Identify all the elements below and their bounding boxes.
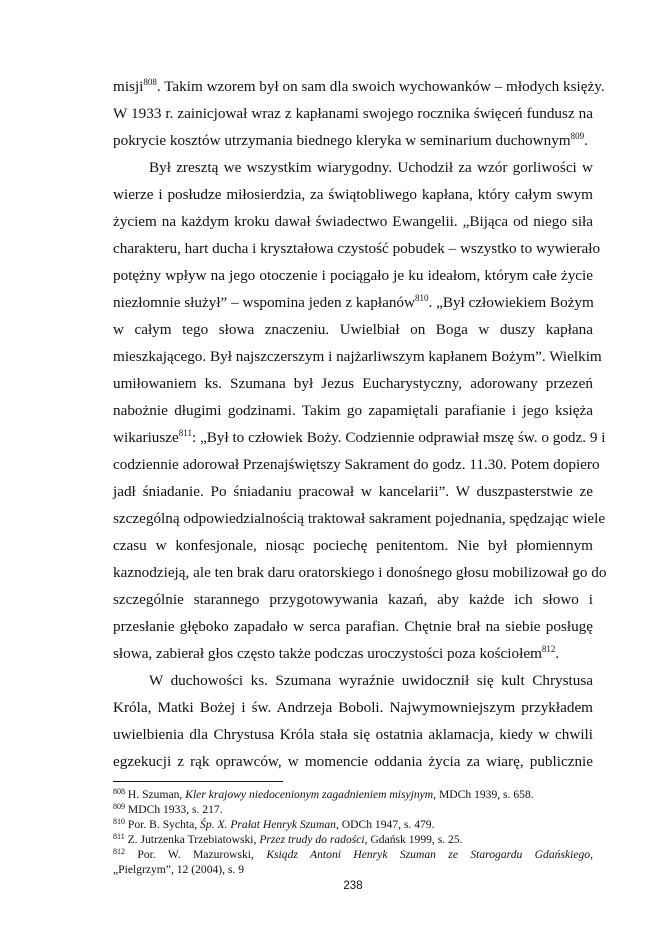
text-line: szczególną odpowiedzialnością traktował sakrament pojednania, spędzając wiele: [113, 510, 606, 527]
text-line: przesłanie głęboko zapadało w serca parafian. Chętnie brał na siebie posługę: [113, 618, 593, 635]
text-line: uwielbienia dla Chrystusa Króla stała się ostatnia aklamacja, kiedy w chwili: [113, 726, 593, 743]
footnote-ref: 811: [178, 428, 192, 438]
text-line: Króla, Matki Bożej i św. Andrzeja Boboli. Najwymowniejszym przykładem: [113, 699, 593, 716]
text-line: egzekucji z rąk oprawców, w momencie oddania życia za wiarę, publicznie: [113, 753, 593, 770]
text-line: wikariusze$^{811}$: „Był to człowiek Boży. Codziennie odprawiał mszę św. o godz. 9 i: [113, 428, 606, 446]
footnote-810: $^{810}$ Por. B. Sychta, Śp. X. Prałat Henryk Szuman, ODCh 1947, s. 479.: [113, 817, 435, 831]
text-line: niezłomnie służył” – wspomina jeden z kapłanów$^{810}$. „Był człowiekiem Bożym: [113, 293, 594, 311]
footnote-separator: [113, 781, 283, 782]
text-line: w całym tego słowa znaczeniu. Uwielbiał on Boga w duszy kapłana: [113, 321, 593, 338]
text-line: W 1933 r. zainicjował wraz z kapłanami swojego rocznika święceń fundusz na: [113, 105, 593, 122]
footnote-812: $^{812}$ Por. W. Mazurowski, Ksiądz Antoni Henryk Szuman ze Starogardu Gdańskiego,: [113, 847, 593, 861]
footnote-ref: 809: [570, 131, 585, 141]
text-line: szczególnie starannego przygotowywania kazań, aby każde ich słowo i: [113, 591, 593, 608]
text-line: charakteru, hart ducha i kryształowa czystość pobudek – wszystko to wywierało: [113, 240, 601, 257]
page-number: 238: [343, 880, 363, 892]
footnote-ref: 812: [541, 644, 556, 654]
text-line: mieszkającego. Był najszczerszym i najżarliwszym kapłanem Bożym”. Wielkim: [113, 348, 602, 365]
footnote-809: $^{809}$ MDCh 1933, s. 217.: [113, 802, 223, 816]
footnote-808: $^{808}$ H. Szuman, Kler krajowy niedocenionym zagadnieniem misyjnym, MDCh 1939, s. 658.: [113, 787, 534, 801]
text-line: życiem na każdym kroku dawał świadectwo Ewangelii. „Bijąca od niego siła: [113, 213, 593, 230]
text-line: nabożnie długimi godzinami. Takim go zapamiętali parafianie i jego księża: [113, 402, 593, 419]
text-line: umiłowaniem ks. Szumana był Jezus Eucharystyczny, adorowany przezeń: [113, 375, 593, 392]
text-line: codziennie adorował Przenajświętszy Sakrament do godz. 11.30. Potem dopiero: [113, 456, 600, 473]
text-line: W duchowości ks. Szumana wyraźnie uwidocznił się kult Chrystusa: [149, 672, 593, 689]
text-line: słowa, zabierał głos często także podczas uroczystości poza kościołem$^{812}$.: [113, 644, 560, 662]
text-line: [113, 752, 593, 772]
text-line: kaznodzieją, ale ten brak daru oratorskiego i donośnego głosu mobilizował go do: [113, 564, 607, 581]
text-line: wierze i posłudze miłosierdzia, za świątobliwego kapłana, który całym swym: [113, 186, 593, 203]
footnote-812-cont: „Pielgrzym”, 12 (2004), s. 9: [113, 863, 245, 876]
footnote-811: $^{811}$ Z. Jutrzenka Trzebiatowski, Przez trudy do radości, Gdańsk 1999, s. 25.: [113, 832, 463, 846]
text-line: pokrycie kosztów utrzymania biednego kleryka w seminarium duchownym$^{809}$.: [113, 131, 588, 149]
footnote-ref: 810: [414, 293, 429, 303]
text-line: Był zresztą we wszystkim wiarygodny. Uchodził za wzór gorliwości w: [149, 159, 593, 176]
text-line: jadł śniadanie. Po śniadaniu pracował w kancelarii”. W duszpasterstwie ze: [113, 483, 593, 500]
text-line: czasu w konfesjonale, niosąc pociechę penitentom. Nie był płomiennym: [113, 537, 593, 554]
footnote-ref: 808: [143, 77, 157, 87]
text-line: potężny wpływ na jego otoczenie i pociągało je ku ideałom, którym całe życie: [113, 267, 593, 284]
text-line: misji$^{808}$. Takim wzorem był on sam dla swoich wychowanków – młodych księży.: [113, 77, 605, 95]
